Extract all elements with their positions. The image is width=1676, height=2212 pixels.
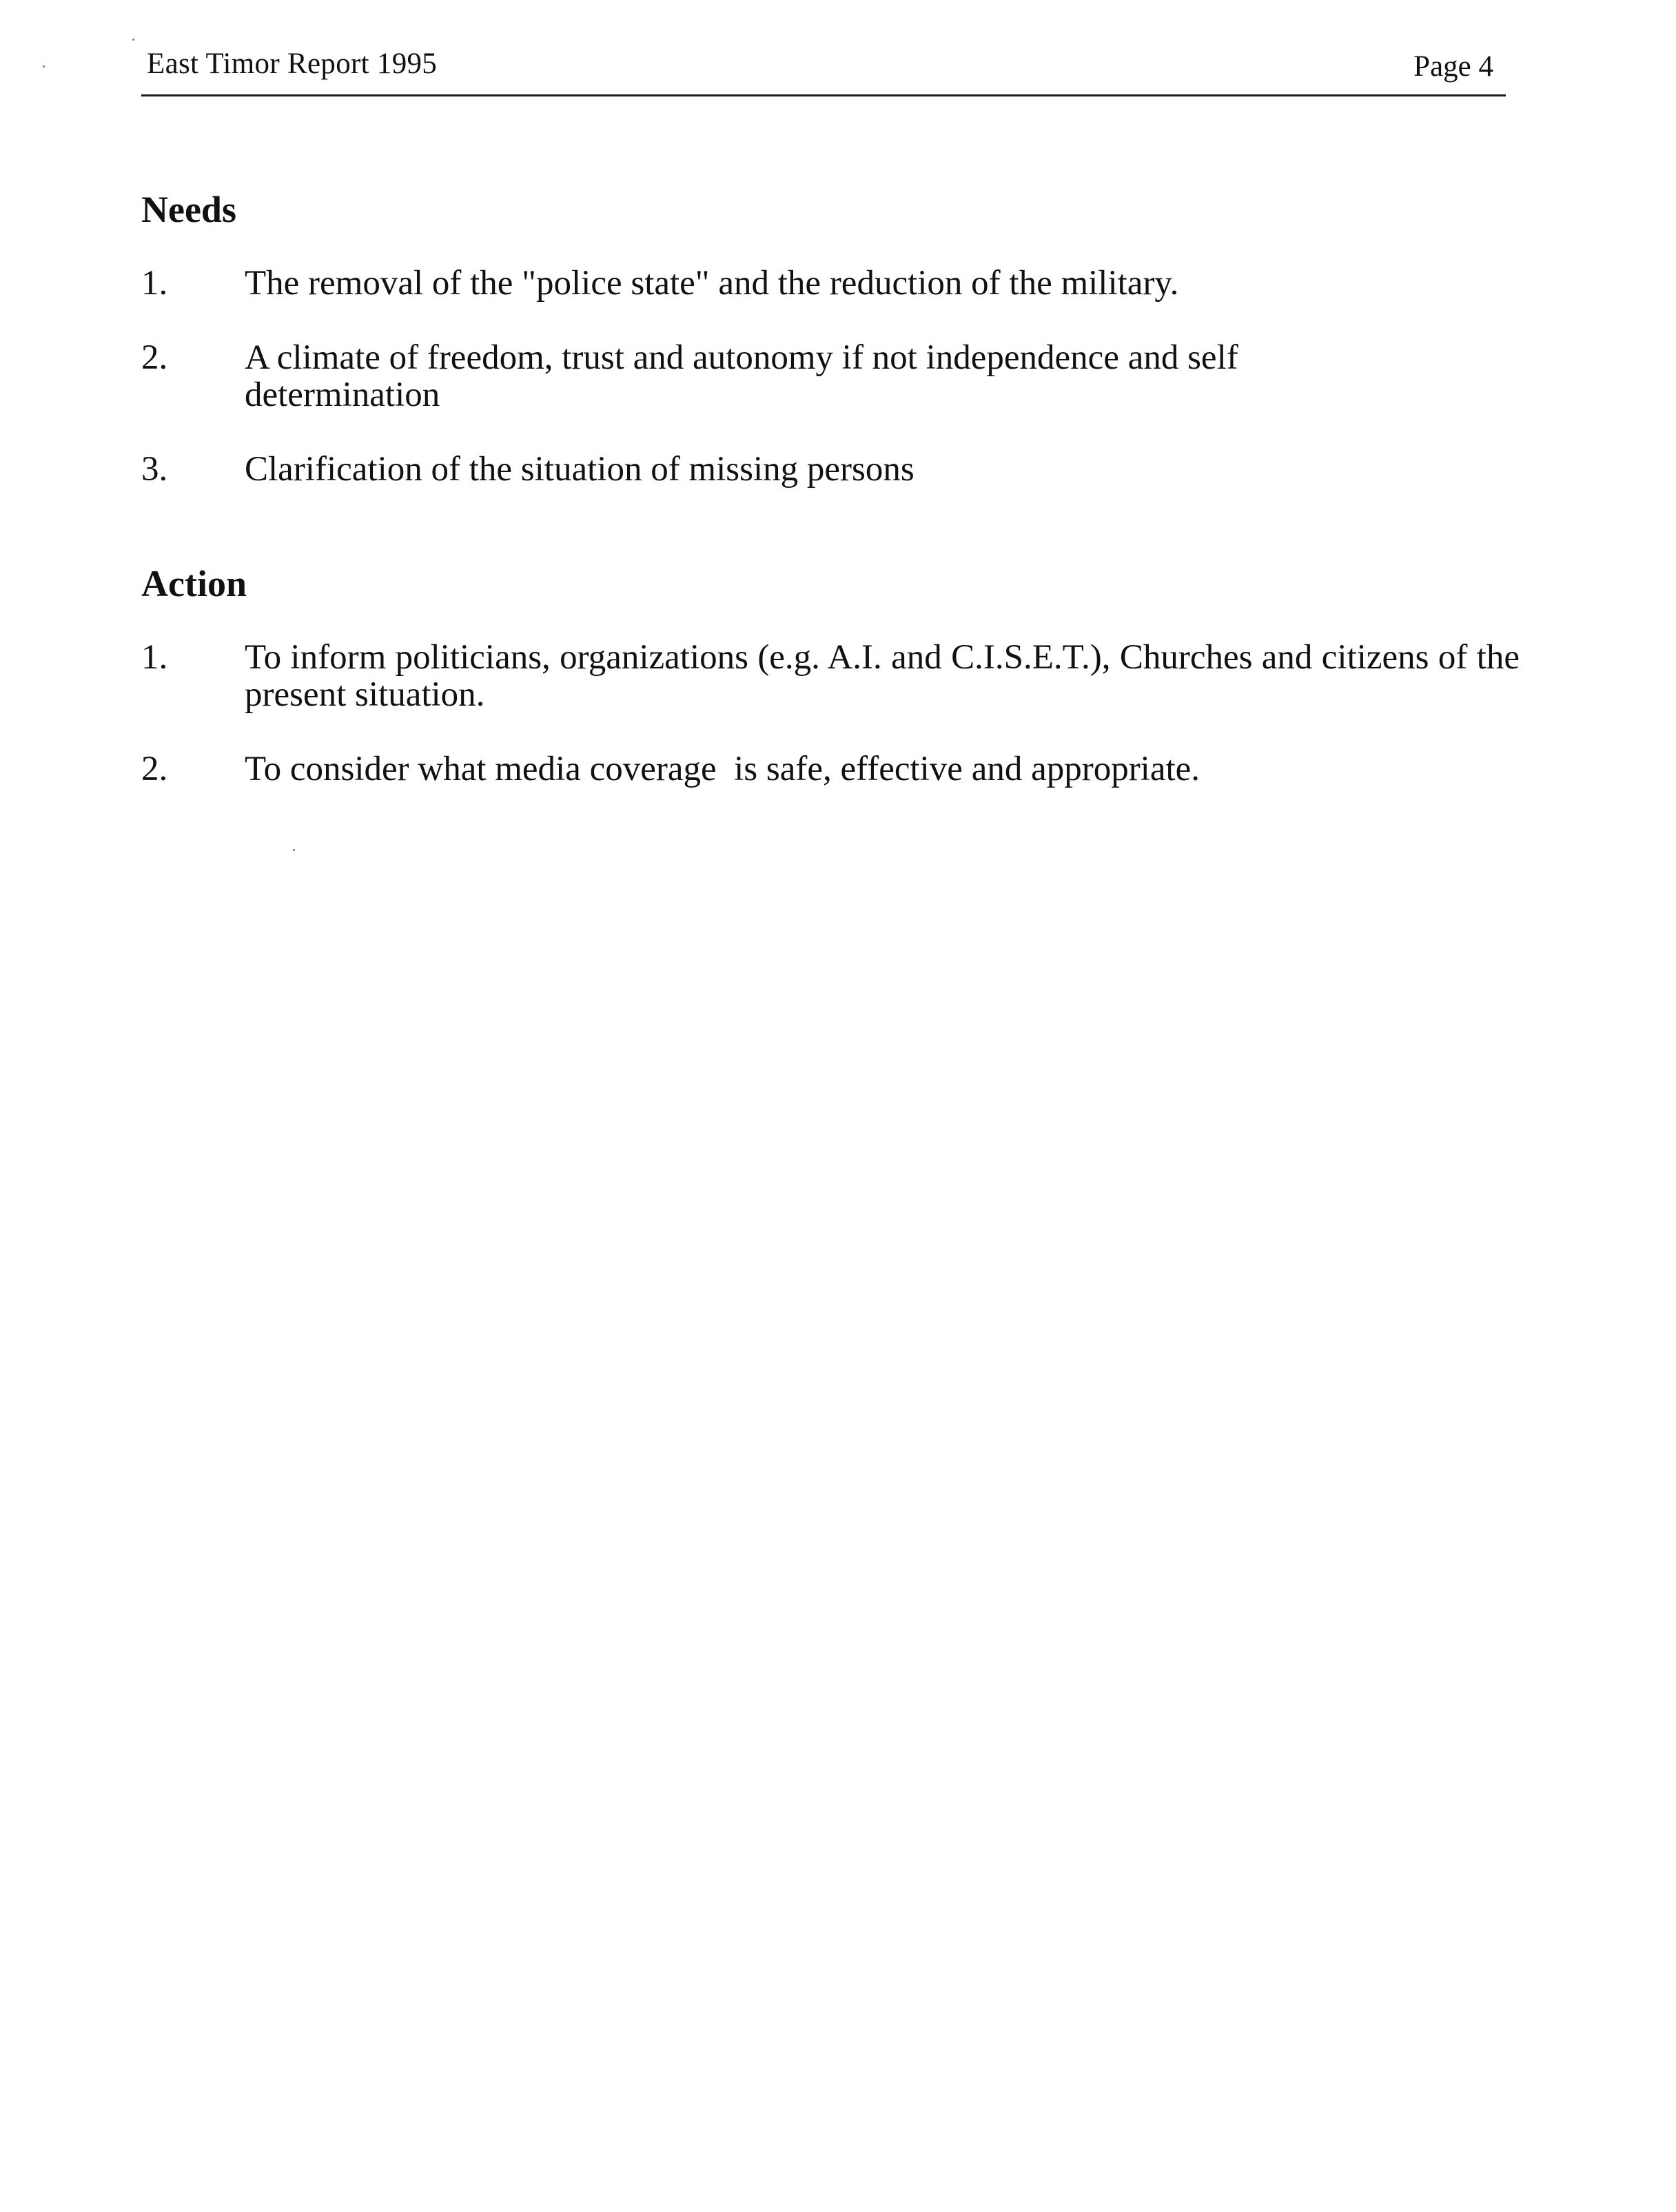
list-number: 2. <box>141 750 168 788</box>
needs-section <box>141 187 1520 488</box>
list-item-text: To consider what media coverage is safe, effective and appropriate. <box>245 750 1200 788</box>
page-header <box>141 43 1506 101</box>
page-number: Page 4 <box>1413 50 1493 83</box>
action-section <box>141 562 1520 788</box>
action-item-1 <box>141 639 1520 713</box>
list-item-text: The removal of the "police state" and the reduction of the military. <box>245 264 1179 303</box>
list-item-text: A climate of freedom, trust and autonomy if not independence and self determination <box>245 338 1238 414</box>
list-item-text: Clarification of the situation of missing persons <box>245 450 914 489</box>
list-number: 1. <box>141 264 168 303</box>
action-item-2 <box>141 750 1520 788</box>
list-number: 3. <box>141 450 168 489</box>
header-divider <box>141 94 1506 96</box>
needs-item-3 <box>141 451 1520 488</box>
list-item-text: To inform politicians, organizations (e.g. A.I. and C.I.S.E.T.), Churches and citizens of the present situation. <box>245 638 1520 714</box>
scan-speck <box>293 849 295 851</box>
needs-item-1 <box>141 265 1520 302</box>
list-number: 2. <box>141 338 168 377</box>
report-title: East Timor Report 1995 <box>147 48 438 80</box>
action-list <box>141 639 1520 788</box>
action-heading: Action <box>141 563 247 604</box>
scan-speck <box>132 39 134 41</box>
scan-speck <box>43 65 45 68</box>
list-number: 1. <box>141 638 168 677</box>
needs-heading: Needs <box>141 189 236 230</box>
needs-item-2 <box>141 339 1520 413</box>
needs-list <box>141 265 1520 488</box>
